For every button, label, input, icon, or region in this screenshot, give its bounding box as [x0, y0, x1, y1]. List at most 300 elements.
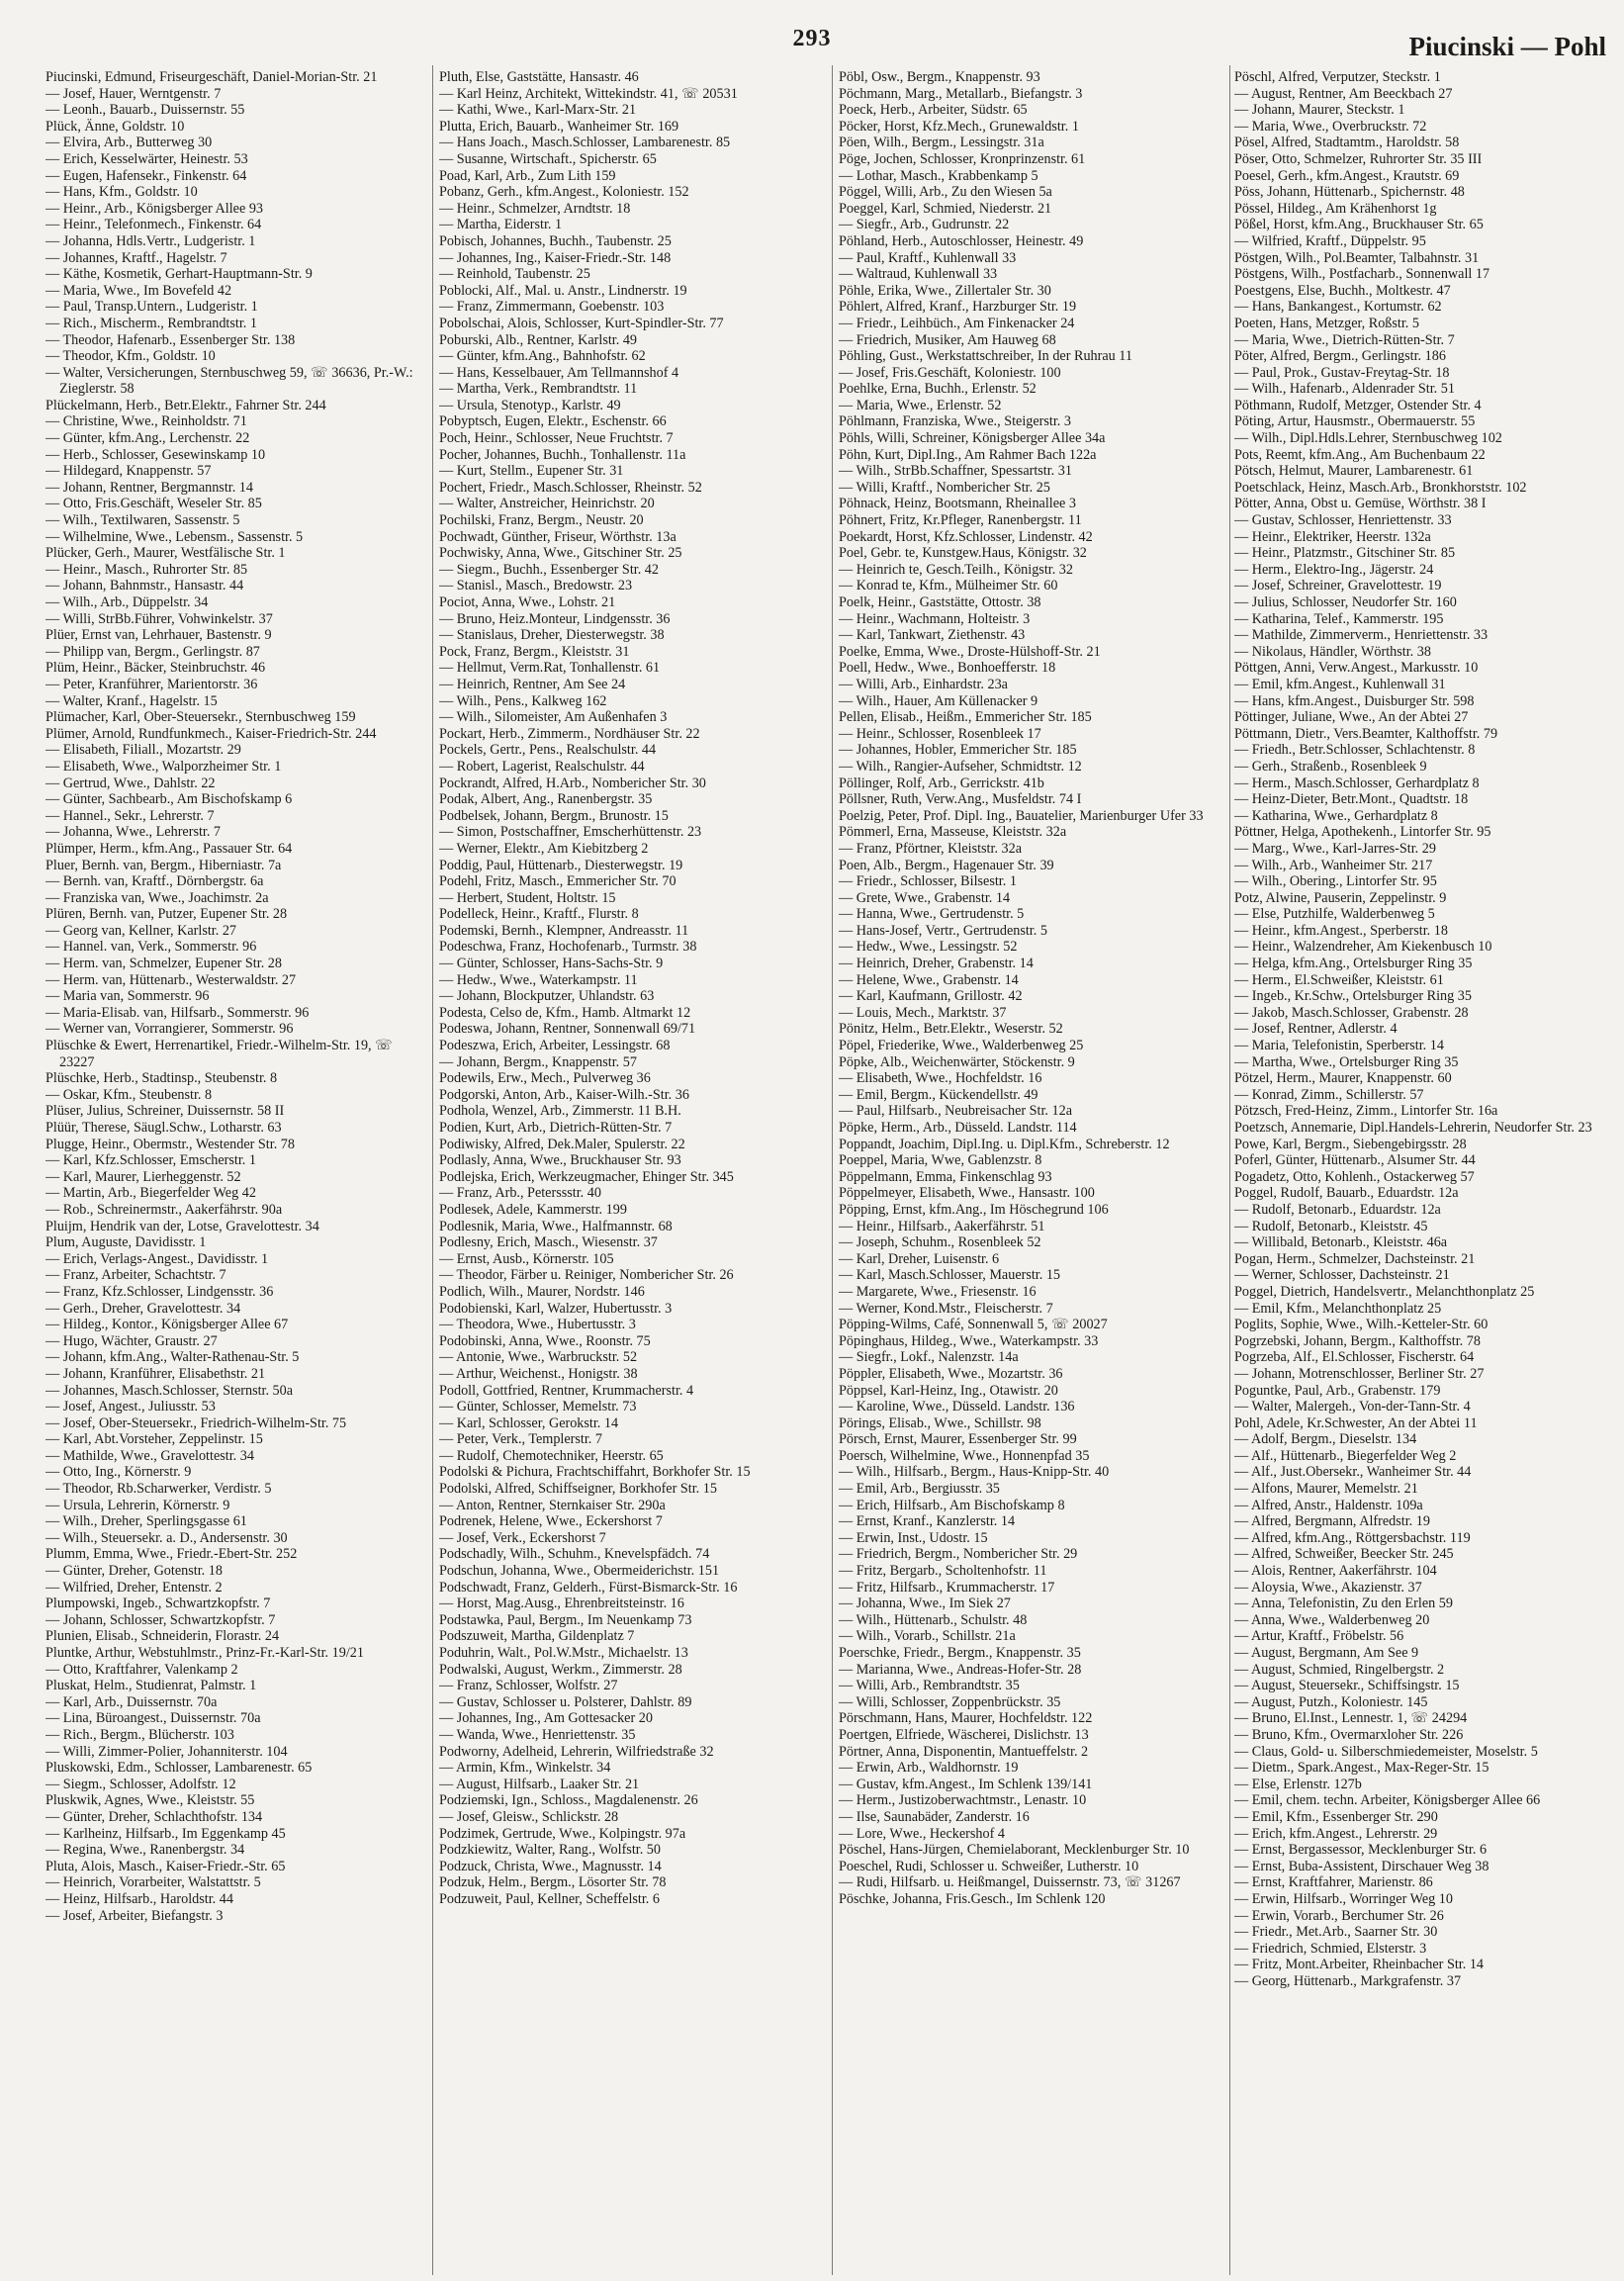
directory-entry: — Maria, Telefonistin, Sperberstr. 14: [1234, 1038, 1444, 1054]
directory-entry: — Friedrich, Schmied, Elsterstr. 3: [1234, 1940, 1427, 1957]
directory-entry: — Theodora, Wwe., Hubertusstr. 3: [439, 1317, 636, 1333]
directory-entry: Pluskat, Helm., Studienrat, Palmstr. 1: [45, 1678, 257, 1694]
directory-entry: — Alf., Just.Obersekr., Wanheimer Str. 44: [1234, 1464, 1472, 1481]
directory-entry: — Karl, Schlosser, Gerokstr. 14: [439, 1414, 619, 1431]
directory-entry: — Gustav, Schlosser u. Polsterer, Dahlstr. 89: [439, 1693, 692, 1710]
directory-entry: — Franz, Arb., Peterssstr. 40: [439, 1185, 601, 1202]
directory-entry: — Fritz, Bergarb., Scholtenhofstr. 11: [839, 1563, 1047, 1580]
directory-entry: — Fritz, Mont.Arbeiter, Rheinbacher Str. 14: [1234, 1957, 1485, 1973]
directory-entry: Pössel, Hildeg., Am Krähenhorst 1g: [1234, 200, 1437, 217]
directory-entry: — Günter, Schlosser, Hans-Sachs-Str. 9: [439, 956, 664, 972]
directory-entry: — Marianna, Wwe., Andreas-Hofer-Str. 28: [839, 1661, 1082, 1678]
directory-entry: Pöcker, Horst, Kfz.Mech., Grunewaldstr. 1: [839, 118, 1079, 135]
directory-entry: — Wanda, Wwe., Henriettenstr. 35: [439, 1726, 636, 1743]
directory-entry: — Theodor, Hafenarb., Essenberger Str. 138: [45, 331, 296, 348]
directory-entry: — Herm. van, Schmelzer, Eupener Str. 28: [45, 956, 282, 972]
directory-entry: — Lothar, Masch., Krabbenkamp 5: [839, 167, 1038, 184]
directory-entry: — Hanna, Wwe., Gertrudenstr. 5: [839, 906, 1025, 923]
directory-entry: — Heinr., Wachmann, Holteistr. 3: [839, 610, 1031, 627]
directory-entry: — Johannes, Masch.Schlosser, Sternstr. 50a: [45, 1382, 294, 1399]
directory-entry: Podeschwa, Franz, Hochofenarb., Turmstr. 38: [439, 939, 697, 956]
directory-entry: Pöllinger, Rolf, Arb., Gerrickstr. 41b: [839, 775, 1044, 791]
directory-entry: — Georg, Hüttenarb., Markgrafenstr. 37: [1234, 1972, 1462, 1989]
directory-entry: — Wilfried, Kraftf., Düppelstr. 95: [1234, 232, 1426, 249]
directory-entry: Podesta, Celso de, Kfm., Hamb. Altmarkt 12: [439, 1004, 691, 1021]
directory-column-2: [439, 69, 823, 2275]
directory-entry: — Alfred, Bergmann, Alfredstr. 19: [1234, 1513, 1430, 1530]
directory-entry: Plumpowski, Ingeb., Schwartzkopfstr. 7: [45, 1596, 271, 1612]
directory-entry: Podlesek, Adele, Kammerstr. 199: [439, 1201, 627, 1218]
directory-entry: — Gertrud, Wwe., Dahlstr. 22: [45, 775, 216, 791]
directory-entry: — Peter, Kranführer, Marientorstr. 36: [45, 676, 258, 692]
directory-entry: — Willibald, Betonarb., Kleiststr. 46a: [1234, 1234, 1448, 1251]
directory-entry: Podworny, Adelheid, Lehrerin, Wilfriedstraße 32: [439, 1743, 714, 1760]
directory-entry: — Christine, Wwe., Reinholdstr. 71: [45, 413, 247, 430]
directory-entry: — Maria, Wwe., Im Bovefeld 42: [45, 282, 232, 299]
directory-entry: — Wilh., Rangier-Aufseher, Schmidtstr. 12: [839, 758, 1082, 775]
directory-entry: — Gerh., Dreher, Gravelottestr. 34: [45, 1300, 241, 1317]
directory-entry: — August, Bergmann, Am See 9: [1234, 1645, 1419, 1661]
directory-entry: Podlich, Wilh., Maurer, Nordstr. 146: [439, 1283, 645, 1300]
directory-entry: Pöbl, Osw., Bergm., Knappenstr. 93: [839, 69, 1040, 85]
directory-entry: Pöpke, Herm., Arb., Düsseld. Landstr. 114: [839, 1120, 1077, 1136]
directory-entry: — Wilh., Vorarb., Schillstr. 21a: [839, 1628, 1016, 1645]
directory-entry: — Ernst, Kraftfahrer, Marienstr. 86: [1234, 1874, 1433, 1891]
directory-entry: — Franz, Arbeiter, Schachtstr. 7: [45, 1267, 226, 1284]
directory-entry: — Heinz-Dieter, Betr.Mont., Quadtstr. 18: [1234, 791, 1469, 808]
directory-entry: Pönitz, Helm., Betr.Elektr., Weserstr. 52: [839, 1021, 1063, 1038]
directory-entry: Podstawka, Paul, Bergm., Im Neuenkamp 73: [439, 1611, 692, 1628]
directory-entry: — Maria-Elisab. van, Hilfsarb., Sommerstr. 96: [45, 1004, 310, 1021]
directory-entry: — Wilh., Pens., Kalkweg 162: [439, 692, 607, 709]
directory-entry: Pöhnert, Fritz, Kr.Pfleger, Ranenbergstr. 11: [839, 512, 1082, 529]
directory-entry: — Werner, Kond.Mstr., Fleischerstr. 7: [839, 1300, 1053, 1317]
directory-entry: Poelk, Heinr., Gaststätte, Ottostr. 38: [839, 594, 1041, 610]
directory-entry: — Rudolf, Chemotechniker, Heerstr. 65: [439, 1447, 664, 1464]
directory-entry: Plüm, Heinr., Bäcker, Steinbruchstr. 46: [45, 660, 266, 677]
directory-entry: — Regina, Wwe., Ranenbergstr. 34: [45, 1842, 245, 1859]
page-number: 293: [792, 26, 832, 51]
directory-entry: — Walter, Malergeh., Von-der-Tann-Str. 4: [1234, 1399, 1471, 1415]
directory-entry: — Werner, Schlosser, Dachsteinstr. 21: [1234, 1267, 1450, 1284]
directory-column-4: [1234, 69, 1616, 2275]
directory-entry: Poad, Karl, Arb., Zum Lith 159: [439, 167, 616, 184]
directory-entry: — Paul, Transp.Untern., Ludgeristr. 1: [45, 299, 258, 316]
directory-entry: — Johann, Rentner, Bergmannstr. 14: [45, 479, 253, 496]
directory-entry: — Bernh. van, Kraftf., Dörnbergstr. 6a: [45, 873, 264, 890]
column-divider: [1229, 65, 1230, 2275]
directory-entry: — Ernst, Kranf., Kanzlerstr. 14: [839, 1513, 1016, 1530]
directory-entry: — Johanna, Wwe., Lehrerstr. 7: [45, 824, 222, 841]
directory-entry: — Günter, kfm.Ang., Lerchenstr. 22: [45, 430, 250, 447]
directory-entry: — Wilh., Dreher, Sperlingsgasse 61: [45, 1513, 247, 1530]
directory-entry: Pöhlmann, Franziska, Wwe., Steigerstr. 3: [839, 413, 1071, 430]
directory-entry: — Stanislaus, Dreher, Diesterwegstr. 38: [439, 627, 665, 644]
directory-entry: Podlasly, Anna, Wwe., Bruckhauser Str. 93: [439, 1152, 681, 1169]
directory-entry: — Willi, Schlosser, Zoppenbrückstr. 35: [839, 1693, 1061, 1710]
directory-entry: Podzuk, Helm., Bergm., Lösorter Str. 78: [439, 1874, 667, 1891]
directory-entry: Poeggel, Karl, Schmied, Niederstr. 21: [839, 200, 1052, 217]
directory-entry: — Otto, Fris.Geschäft, Weseler Str. 85: [45, 496, 262, 512]
directory-entry: Podrenek, Helene, Wwe., Eckershorst 7: [439, 1513, 663, 1530]
directory-entry: Pogadetz, Otto, Kohlenh., Ostackerweg 57: [1234, 1168, 1475, 1185]
directory-entry: Pogrzebski, Johann, Bergm., Kalthoffstr. 78: [1234, 1332, 1481, 1349]
directory-entry: — Hans Joach., Masch.Schlosser, Lambarenestr. 85: [439, 135, 731, 151]
directory-entry: — Julius, Schlosser, Neudorfer Str. 160: [1234, 594, 1457, 610]
directory-entry: Poertgen, Elfriede, Wäscherei, Dislichstr. 13: [839, 1726, 1089, 1743]
directory-entry: — Franz, Zimmermann, Goebenstr. 103: [439, 299, 665, 316]
directory-entry: Pötter, Anna, Obst u. Gemüse, Wörthstr. 38 I: [1234, 496, 1487, 512]
directory-entry: Poduhrin, Walt., Pol.W.Mstr., Michaelstr. 13: [439, 1645, 688, 1661]
directory-entry: Pötzsch, Fred-Heinz, Zimm., Lintorfer Str. 16a: [1234, 1103, 1498, 1120]
directory-entry: Poen, Alb., Bergm., Hagenauer Str. 39: [839, 857, 1054, 873]
directory-entry: Podschun, Johanna, Wwe., Obermeiderichstr. 151: [439, 1563, 720, 1580]
directory-entry: — Walter, Versicherungen, Sternbuschweg 59, ☏ 36636, Pr.-W.: Zieglerstr. 58: [45, 364, 413, 398]
directory-entry: Poelzig, Peter, Prof. Dipl. Ing., Bauatelier, Marienburger Ufer 33: [839, 807, 1204, 824]
directory-entry: — Karl, Arb., Duissernstr. 70a: [45, 1693, 218, 1710]
directory-entry: Pöthmann, Rudolf, Metzger, Ostender Str. 4: [1234, 397, 1482, 413]
directory-entry: Pöter, Alfred, Bergm., Gerlingstr. 186: [1234, 348, 1446, 365]
directory-entry: Poeschel, Rudi, Schlosser u. Schweißer, Lutherstr. 10: [839, 1858, 1139, 1874]
directory-entry: — Theodor, Rb.Scharwerker, Verdistr. 5: [45, 1481, 272, 1498]
directory-entry: Poelke, Emma, Wwe., Droste-Hülshoff-Str. 21: [839, 643, 1101, 660]
directory-entry: — Alois, Rentner, Aakerfährstr. 104: [1234, 1563, 1437, 1580]
directory-entry: Pörschmann, Hans, Maurer, Hochfeldstr. 122: [839, 1710, 1093, 1727]
directory-entry: — Willi, StrBb.Führer, Vohwinkelstr. 37: [45, 610, 273, 627]
directory-entry: — Bruno, El.Inst., Lennestr. 1, ☏ 24294: [1234, 1710, 1468, 1727]
directory-entry: — Robert, Lagerist, Realschulstr. 44: [439, 758, 645, 775]
directory-entry: Pochert, Friedr., Masch.Schlosser, Rheinstr. 52: [439, 479, 702, 496]
directory-entry: — Johann, kfm.Ang., Walter-Rathenau-Str. 5: [45, 1349, 300, 1366]
directory-entry: Pöschke, Johanna, Fris.Gesch., Im Schlenk 120: [839, 1890, 1106, 1907]
directory-entry: — Wilhelmine, Wwe., Lebensm., Sassenstr. 5: [45, 528, 304, 545]
directory-entry: — Willi, Arb., Rembrandtstr. 35: [839, 1678, 1020, 1694]
directory-entry: Poggel, Rudolf, Bauarb., Eduardstr. 12a: [1234, 1185, 1459, 1202]
directory-entry: Powe, Karl, Bergm., Siebengebirgsstr. 28: [1234, 1136, 1467, 1152]
directory-entry: Podien, Kurt, Arb., Dietrich-Rütten-Str. 7: [439, 1120, 673, 1136]
directory-entry: — Elisabeth, Wwe., Hochfeldstr. 16: [839, 1070, 1042, 1087]
directory-entry: Pöhland, Herb., Autoschlosser, Heinestr. 49: [839, 232, 1084, 249]
directory-entry: — Wilh., Hafenarb., Aldenrader Str. 51: [1234, 381, 1455, 398]
directory-entry: — Karl, Kaufmann, Grillostr. 42: [839, 988, 1023, 1005]
directory-entry: Plüür, Therese, Säugl.Schw., Lotharstr. 63: [45, 1120, 282, 1136]
directory-entry: Pöss, Johann, Hüttenarb., Spichernstr. 48: [1234, 184, 1465, 201]
directory-entry: — Armin, Kfm., Winkelstr. 34: [439, 1760, 611, 1777]
directory-entry: Pöschel, Hans-Jürgen, Chemielaborant, Mecklenburger Str. 10: [839, 1842, 1190, 1859]
directory-entry: Podobinski, Anna, Wwe., Roonstr. 75: [439, 1332, 651, 1349]
directory-entry: — Anna, Telefonistin, Zu den Erlen 59: [1234, 1596, 1453, 1612]
directory-entry: — Werner van, Vorrangierer, Sommerstr. 96: [45, 1021, 294, 1038]
directory-entry: — Leonh., Bauarb., Duissernstr. 55: [45, 102, 245, 119]
directory-entry: — Karl Heinz, Architekt, Wittekindstr. 41, ☏ 20531: [439, 85, 738, 102]
directory-entry: — Jakob, Masch.Schlosser, Grabenstr. 28: [1234, 1004, 1469, 1021]
directory-entry: — Horst, Mag.Ausg., Ehrenbreitsteinstr. 16: [439, 1596, 684, 1612]
directory-entry: — Gustav, Schlosser, Henriettenstr. 33: [1234, 512, 1452, 529]
directory-entry: Pöpke, Alb., Weichenwärter, Stöckenstr. 9: [839, 1053, 1075, 1070]
directory-entry: Pöchmann, Marg., Metallarb., Biefangstr. 3: [839, 85, 1083, 102]
directory-entry: — Konrad te, Kfm., Mülheimer Str. 60: [839, 578, 1058, 594]
directory-entry: — Mathilde, Zimmerverm., Henriettenstr. 33: [1234, 627, 1489, 644]
directory-entry: — Günter, Schlosser, Memelstr. 73: [439, 1399, 637, 1415]
directory-entry: — Helga, kfm.Ang., Ortelsburger Ring 35: [1234, 956, 1473, 972]
directory-entry: — Erwin, Inst., Udostr. 15: [839, 1529, 988, 1546]
directory-entry: — Kurt, Stellm., Eupener Str. 31: [439, 463, 624, 480]
directory-entry: Pösel, Alfred, Stadtamtm., Haroldstr. 58: [1234, 135, 1460, 151]
directory-column-1: [45, 69, 425, 2275]
directory-entry: — Elisabeth, Wwe., Walporzheimer Str. 1: [45, 758, 282, 775]
directory-entry: — Josef, Arbeiter, Biefangstr. 3: [45, 1907, 224, 1924]
directory-entry: — Josef, Ober-Steuersekr., Friedrich-Wilhelm-Str. 75: [45, 1414, 347, 1431]
directory-entry: Plüer, Ernst van, Lehrhauer, Bastenstr. 9: [45, 627, 272, 644]
directory-entry: — Erich, kfm.Angest., Lehrerstr. 29: [1234, 1825, 1438, 1842]
directory-entry: — Johann, Maurer, Steckstr. 1: [1234, 102, 1405, 119]
directory-entry: Podoll, Gottfried, Rentner, Krummacherstr. 4: [439, 1382, 694, 1399]
directory-entry: Pobisch, Johannes, Buchh., Taubenstr. 25: [439, 232, 672, 249]
directory-entry: — Ernst, Buba-Assistent, Dirschauer Weg 38: [1234, 1858, 1489, 1874]
directory-entry: Pöttinger, Juliane, Wwe., An der Abtei 27: [1234, 709, 1469, 726]
directory-entry: — Friedr., Met.Arb., Saarner Str. 30: [1234, 1924, 1438, 1941]
directory-entry: Plück, Änne, Goldstr. 10: [45, 118, 185, 135]
directory-entry: — Else, Putzhilfe, Walderbenweg 5: [1234, 906, 1435, 923]
directory-entry: — Heinr., Telefonmech., Finkenstr. 64: [45, 217, 262, 233]
directory-entry: Pötsch, Helmut, Maurer, Lambarenestr. 61: [1234, 463, 1474, 480]
directory-entry: — Hildeg., Kontor., Königsberger Allee 67: [45, 1317, 289, 1333]
directory-entry: Pörtner, Anna, Disponentin, Mantueffelstr. 2: [839, 1743, 1089, 1760]
directory-entry: — Günter, Sachbearb., Am Bischofskamp 6: [45, 791, 293, 808]
directory-entry: — Helene, Wwe., Grabenstr. 14: [839, 971, 1019, 988]
directory-entry: — Gerh., Straßenb., Rosenbleek 9: [1234, 758, 1427, 775]
directory-entry: Poehlke, Erna, Buchh., Erlenstr. 52: [839, 381, 1037, 398]
directory-entry: — Anton, Rentner, Sternkaiser Str. 290a: [439, 1497, 666, 1513]
directory-entry: — Wilh., Steuersekr. a. D., Andersenstr. 30: [45, 1529, 288, 1546]
directory-entry: Poetschlack, Heinz, Masch.Arb., Bronkhorststr. 102: [1234, 479, 1527, 496]
directory-entry: — Heinz, Hilfsarb., Haroldstr. 44: [45, 1890, 233, 1907]
directory-entry: Pöge, Jochen, Schlosser, Kronprinzenstr. 61: [839, 150, 1086, 167]
directory-entry: Poblocki, Alf., Mal. u. Anstr., Lindnerstr. 19: [439, 282, 687, 299]
directory-entry: Pöhn, Kurt, Dipl.Ing., Am Rahmer Bach 122a: [839, 446, 1097, 463]
directory-entry: — Emil, chem. techn. Arbeiter, Königsberger Allee 66: [1234, 1792, 1541, 1809]
directory-entry: — Johann, Kranführer, Elisabethstr. 21: [45, 1365, 266, 1382]
directory-entry: — Lina, Büroangest., Duissernstr. 70a: [45, 1710, 261, 1727]
directory-entry: — Herm., Masch.Schlosser, Gerhardplatz 8: [1234, 775, 1480, 791]
directory-entry: — Otto, Kraftfahrer, Valenkamp 2: [45, 1661, 238, 1678]
directory-entry: — Alfred, Schweißer, Beecker Str. 245: [1234, 1546, 1454, 1563]
directory-entry: — Bruno, Kfm., Overmarxloher Str. 226: [1234, 1726, 1464, 1743]
directory-entry: — Alf., Hüttenarb., Biegerfelder Weg 2: [1234, 1447, 1457, 1464]
directory-entry: — Heinrich te, Gesch.Teilh., Königstr. 32: [839, 561, 1073, 578]
directory-entry: Poesel, Gerh., kfm.Angest., Krautstr. 69: [1234, 167, 1460, 184]
directory-entry: — Else, Erlenstr. 127b: [1234, 1776, 1362, 1792]
directory-entry: — Rudi, Hilfsarb. u. Heißmangel, Duissernstr. 73, ☏ 31267: [839, 1874, 1181, 1891]
directory-entry: — Kathi, Wwe., Karl-Marx-Str. 21: [439, 102, 637, 119]
directory-entry: Pöppelmann, Emma, Finkenschlag 93: [839, 1168, 1052, 1185]
directory-entry: — Josef, Fris.Geschäft, Koloniestr. 100: [839, 364, 1061, 381]
directory-entry: Pöpinghaus, Hildeg., Wwe., Waterkampstr. 33: [839, 1332, 1099, 1349]
directory-entry: — Johanna, Hdls.Vertr., Ludgeristr. 1: [45, 232, 256, 249]
directory-entry: Podschwadt, Franz, Gelderh., Fürst-Bismarck-Str. 16: [439, 1579, 738, 1596]
directory-entry: — Wilh., StrBb.Schaffner, Spessartstr. 31: [839, 463, 1072, 480]
directory-entry: Poel, Gebr. te, Kunstgew.Haus, Königstr. 32: [839, 545, 1087, 562]
directory-entry: Podemski, Bernh., Klempner, Andreasstr. 11: [439, 922, 689, 939]
directory-entry: — Wilh., Arb., Düppelstr. 34: [45, 594, 209, 610]
directory-entry: — Josef, Verk., Eckershorst 7: [439, 1529, 606, 1546]
directory-entry: Pochwadt, Günther, Friseur, Wörthstr. 13a: [439, 528, 677, 545]
directory-entry: Podak, Albert, Ang., Ranenbergstr. 35: [439, 791, 653, 808]
directory-entry: Podbelsek, Johann, Bergm., Brunostr. 15: [439, 807, 669, 824]
directory-entry: — Reinhold, Taubenstr. 25: [439, 266, 590, 283]
directory-entry: — Heinr., Schlosser, Rosenbleek 17: [839, 725, 1041, 742]
directory-entry: — Herb., Schlosser, Gesewinskamp 10: [45, 446, 266, 463]
directory-entry: — Friedr., Schlosser, Bilsestr. 1: [839, 873, 1017, 890]
directory-entry: — Willi, Kraftf., Nombericher Str. 25: [839, 479, 1050, 496]
directory-entry: — Philipp van, Bergm., Gerlingstr. 87: [45, 643, 260, 660]
directory-entry: — Karl, Tankwart, Ziethenstr. 43: [839, 627, 1026, 644]
directory-column-3: [839, 69, 1226, 2275]
directory-entry: Poeck, Herb., Arbeiter, Südstr. 65: [839, 102, 1028, 119]
directory-entry: Podzuweit, Paul, Kellner, Scheffelstr. 6: [439, 1890, 660, 1907]
directory-entry: — Johanna, Wwe., Im Siek 27: [839, 1596, 1011, 1612]
directory-entry: — Adolf, Bergm., Dieselstr. 134: [1234, 1431, 1417, 1448]
directory-entry: — Ernst, Bergassessor, Mecklenburger Str. 6: [1234, 1842, 1488, 1859]
directory-entry: Pöttmann, Dietr., Vers.Beamter, Kalthoffstr. 79: [1234, 725, 1498, 742]
directory-entry: Pluskowski, Edm., Schlosser, Lambarenestr. 65: [45, 1760, 313, 1777]
directory-entry: Podiwisky, Alfred, Dek.Maler, Spulerstr. 22: [439, 1136, 685, 1152]
directory-entry: — August, Schmied, Ringelbergstr. 2: [1234, 1661, 1445, 1678]
directory-entry: Pluskwik, Agnes, Wwe., Kleiststr. 55: [45, 1792, 255, 1809]
directory-entry: — Heinrich, Rentner, Am See 24: [439, 676, 626, 692]
directory-entry: — Johann, Schlosser, Schwartzkopfstr. 7: [45, 1611, 276, 1628]
directory-entry: — Wilh., Textilwaren, Sassenstr. 5: [45, 512, 240, 529]
directory-entry: Pobolschai, Alois, Schlosser, Kurt-Spindler-Str. 77: [439, 315, 724, 331]
directory-entry: — Waltraud, Kuhlenwall 33: [839, 266, 998, 283]
directory-entry: — Johannes, Ing., Am Gottesacker 20: [439, 1710, 653, 1727]
directory-entry: Poburski, Alb., Rentner, Karlstr. 49: [439, 331, 638, 348]
directory-entry: — Heinr., Walzendreher, Am Kiekenbusch 10: [1234, 939, 1492, 956]
directory-entry: — Eugen, Hafensekr., Finkenstr. 64: [45, 167, 247, 184]
directory-entry: — Hannel., Sekr., Lehrerstr. 7: [45, 807, 215, 824]
directory-entry: Poppandt, Joachim, Dipl.Ing. u. Dipl.Kfm., Schreberstr. 12: [839, 1136, 1170, 1152]
directory-entry: — Georg van, Kellner, Karlstr. 27: [45, 922, 237, 939]
directory-entry: Pömmerl, Erna, Masseuse, Kleiststr. 32a: [839, 824, 1067, 841]
directory-entry: Pobanz, Gerh., kfm.Angest., Koloniestr. 152: [439, 184, 689, 201]
directory-entry: — Wilh., Obering., Lintorfer Str. 95: [1234, 873, 1437, 890]
directory-entry: Plümer, Arnold, Rundfunkmech., Kaiser-Friedrich-Str. 244: [45, 725, 377, 742]
directory-entry: — Joseph, Schuhm., Rosenbleek 52: [839, 1234, 1041, 1251]
directory-entry: — Elvira, Arb., Butterweg 30: [45, 135, 213, 151]
directory-entry: — Friedrich, Musiker, Am Hauweg 68: [839, 331, 1056, 348]
column-divider: [832, 65, 833, 2275]
directory-entry: — Erich, Verlags-Angest., Davidisstr. 1: [45, 1250, 269, 1267]
directory-entry: Podehl, Fritz, Masch., Emmericher Str. 70: [439, 873, 677, 890]
directory-entry: — Wilh., Hauer, Am Küllenacker 9: [839, 692, 1038, 709]
directory-entry: — Josef, Schreiner, Gravelottestr. 19: [1234, 578, 1442, 594]
directory-entry: — Martha, Verk., Rembrandtstr. 11: [439, 381, 638, 398]
directory-entry: Pockels, Gertr., Pens., Realschulstr. 44: [439, 742, 657, 759]
directory-entry: — Maria van, Sommerstr. 96: [45, 988, 210, 1005]
directory-entry: Podszuweit, Martha, Gildenplatz 7: [439, 1628, 635, 1645]
directory-entry: — Susanne, Wirtschaft., Spicherstr. 65: [439, 150, 657, 167]
directory-entry: Pluth, Else, Gaststätte, Hansastr. 46: [439, 69, 639, 85]
directory-entry: — Johann, Bergm., Knappenstr. 57: [439, 1053, 637, 1070]
directory-entry: — Ingeb., Kr.Schw., Ortelsburger Ring 35: [1234, 988, 1472, 1005]
directory-entry: Poeten, Hans, Metzger, Roßstr. 5: [1234, 315, 1419, 331]
directory-entry: — Heinr., Schmelzer, Arndtstr. 18: [439, 200, 631, 217]
directory-entry: Plümper, Herm., kfm.Ang., Passauer Str. 64: [45, 840, 293, 857]
directory-entry: Pöting, Artur, Hausmstr., Obermauerstr. 55: [1234, 413, 1476, 430]
directory-entry: Pogan, Herm., Schmelzer, Dachsteinstr. 21: [1234, 1250, 1476, 1267]
directory-entry: Podlesnik, Maria, Wwe., Halfmannstr. 68: [439, 1218, 673, 1234]
directory-entry: — Emil, Kfm., Essenberger Str. 290: [1234, 1808, 1438, 1825]
directory-entry: Pöppler, Elisabeth, Wwe., Mozartstr. 36: [839, 1365, 1063, 1382]
directory-entry: — Wilfried, Dreher, Entenstr. 2: [45, 1579, 223, 1596]
directory-entry: — Rudolf, Betonarb., Eduardstr. 12a: [1234, 1201, 1441, 1218]
directory-entry: Podgorski, Anton, Arb., Kaiser-Wilh.-Str. 36: [439, 1086, 689, 1103]
directory-entry: — Hellmut, Verm.Rat, Tonhallenstr. 61: [439, 660, 661, 677]
directory-entry: — Josef, Angest., Juliusstr. 53: [45, 1399, 216, 1415]
directory-entry: Pöser, Otto, Schmelzer, Ruhrorter Str. 35 III: [1234, 150, 1483, 167]
directory-entry: — Franz, Kfz.Schlosser, Lindgensstr. 36: [45, 1283, 274, 1300]
directory-entry: — Anna, Wwe., Walderbenweg 20: [1234, 1611, 1430, 1628]
directory-entry: Plumm, Emma, Wwe., Friedr.-Ebert-Str. 252: [45, 1546, 298, 1563]
directory-entry: Plunien, Elisab., Schneiderin, Florastr. 24: [45, 1628, 280, 1645]
directory-entry: Podlejska, Erich, Werkzeugmacher, Ehinger Str. 345: [439, 1168, 734, 1185]
directory-entry: Poekardt, Horst, Kfz.Schlosser, Lindenstr. 42: [839, 528, 1093, 545]
directory-entry: — Hans, Kesselbauer, Am Tellmannshof 4: [439, 364, 679, 381]
directory-entry: Pobyptsch, Eugen, Elektr., Eschenstr. 66: [439, 413, 667, 430]
directory-entry: Pöllsner, Ruth, Verw.Ang., Musfeldstr. 74 I: [839, 791, 1082, 808]
directory-entry: Poch, Heinr., Schlosser, Neue Fruchtstr. 7: [439, 430, 674, 447]
directory-entry: Poestgens, Else, Buchh., Moltkestr. 47: [1234, 282, 1451, 299]
directory-entry: — Erwin, Arb., Waldhornstr. 19: [839, 1760, 1019, 1777]
directory-entry: — Karl, Kfz.Schlosser, Emscherstr. 1: [45, 1152, 256, 1169]
directory-entry: — Karl, Abt.Vorsteher, Zeppelinstr. 15: [45, 1431, 263, 1448]
directory-entry: — Heinr., Hilfsarb., Aakerfährstr. 51: [839, 1218, 1045, 1234]
directory-entry: — Antonie, Wwe., Warbruckstr. 52: [439, 1349, 638, 1366]
directory-entry: — Günter, Dreher, Gotenstr. 18: [45, 1563, 223, 1580]
directory-entry: — Josef, Hauer, Werntgenstr. 7: [45, 85, 222, 102]
directory-entry: Podolski, Alfred, Schiffseigner, Borkhofer Str. 15: [439, 1481, 717, 1498]
directory-entry: Poersch, Wilhelmine, Wwe., Honnenpfad 35: [839, 1447, 1090, 1464]
directory-entry: Plugge, Heinr., Obermstr., Westender Str. 78: [45, 1136, 295, 1152]
directory-entry: — August, Hilfsarb., Laaker Str. 21: [439, 1776, 640, 1792]
directory-entry: — Heinr., Platzmstr., Gitschiner Str. 85: [1234, 545, 1456, 562]
directory-entry: — Paul, Kraftf., Kuhlenwall 33: [839, 249, 1017, 266]
directory-entry: Pöhls, Willi, Schreiner, Königsberger Allee 34a: [839, 430, 1106, 447]
directory-entry: Poferl, Günter, Hüttenarb., Alsumer Str. 44: [1234, 1152, 1476, 1169]
directory-entry: Pöhle, Erika, Wwe., Zillertaler Str. 30: [839, 282, 1051, 299]
directory-entry: Pluntke, Arthur, Webstuhlmstr., Prinz-Fr.-Karl-Str. 19/21: [45, 1645, 364, 1661]
directory-entry: — August, Steuersekr., Schiffsingstr. 15: [1234, 1678, 1460, 1694]
directory-entry: — Grete, Wwe., Grabenstr. 14: [839, 889, 1011, 906]
directory-entry: — Hans-Josef, Vertr., Gertrudenstr. 5: [839, 922, 1047, 939]
directory-entry: — Wilh., Dipl.Hdls.Lehrer, Sternbuschweg 102: [1234, 430, 1502, 447]
column-divider: [432, 65, 433, 2275]
directory-entry: — Hedw., Wwe., Lessingstr. 52: [839, 939, 1018, 956]
directory-entry: — Ernst, Ausb., Körnerstr. 105: [439, 1250, 614, 1267]
directory-entry: Podewils, Erw., Mech., Pulverweg 36: [439, 1070, 651, 1087]
directory-entry: Pöttgen, Anni, Verw.Angest., Markusstr. 10: [1234, 660, 1479, 677]
directory-entry: — Maria, Wwe., Erlenstr. 52: [839, 397, 1002, 413]
running-head: Piucinski — Pohl: [1408, 32, 1606, 61]
directory-entry: Podziemski, Ign., Schloss., Magdalenenstr. 26: [439, 1792, 698, 1809]
directory-entry: — Friedrich, Bergm., Nombericher Str. 29: [839, 1546, 1078, 1563]
directory-entry: Podeszwa, Erich, Arbeiter, Lessingstr. 68: [439, 1038, 671, 1054]
directory-entry: Poerschke, Friedr., Bergm., Knappenstr. 35: [839, 1645, 1081, 1661]
directory-entry: Podlesny, Erich, Masch., Wiesenstr. 37: [439, 1234, 658, 1251]
directory-entry: — Wilh., Arb., Wanheimer Str. 217: [1234, 857, 1433, 873]
directory-entry: — Ilse, Saunabäder, Zanderstr. 16: [839, 1808, 1030, 1825]
directory-entry: — Josef, Rentner, Adlerstr. 4: [1234, 1021, 1398, 1038]
